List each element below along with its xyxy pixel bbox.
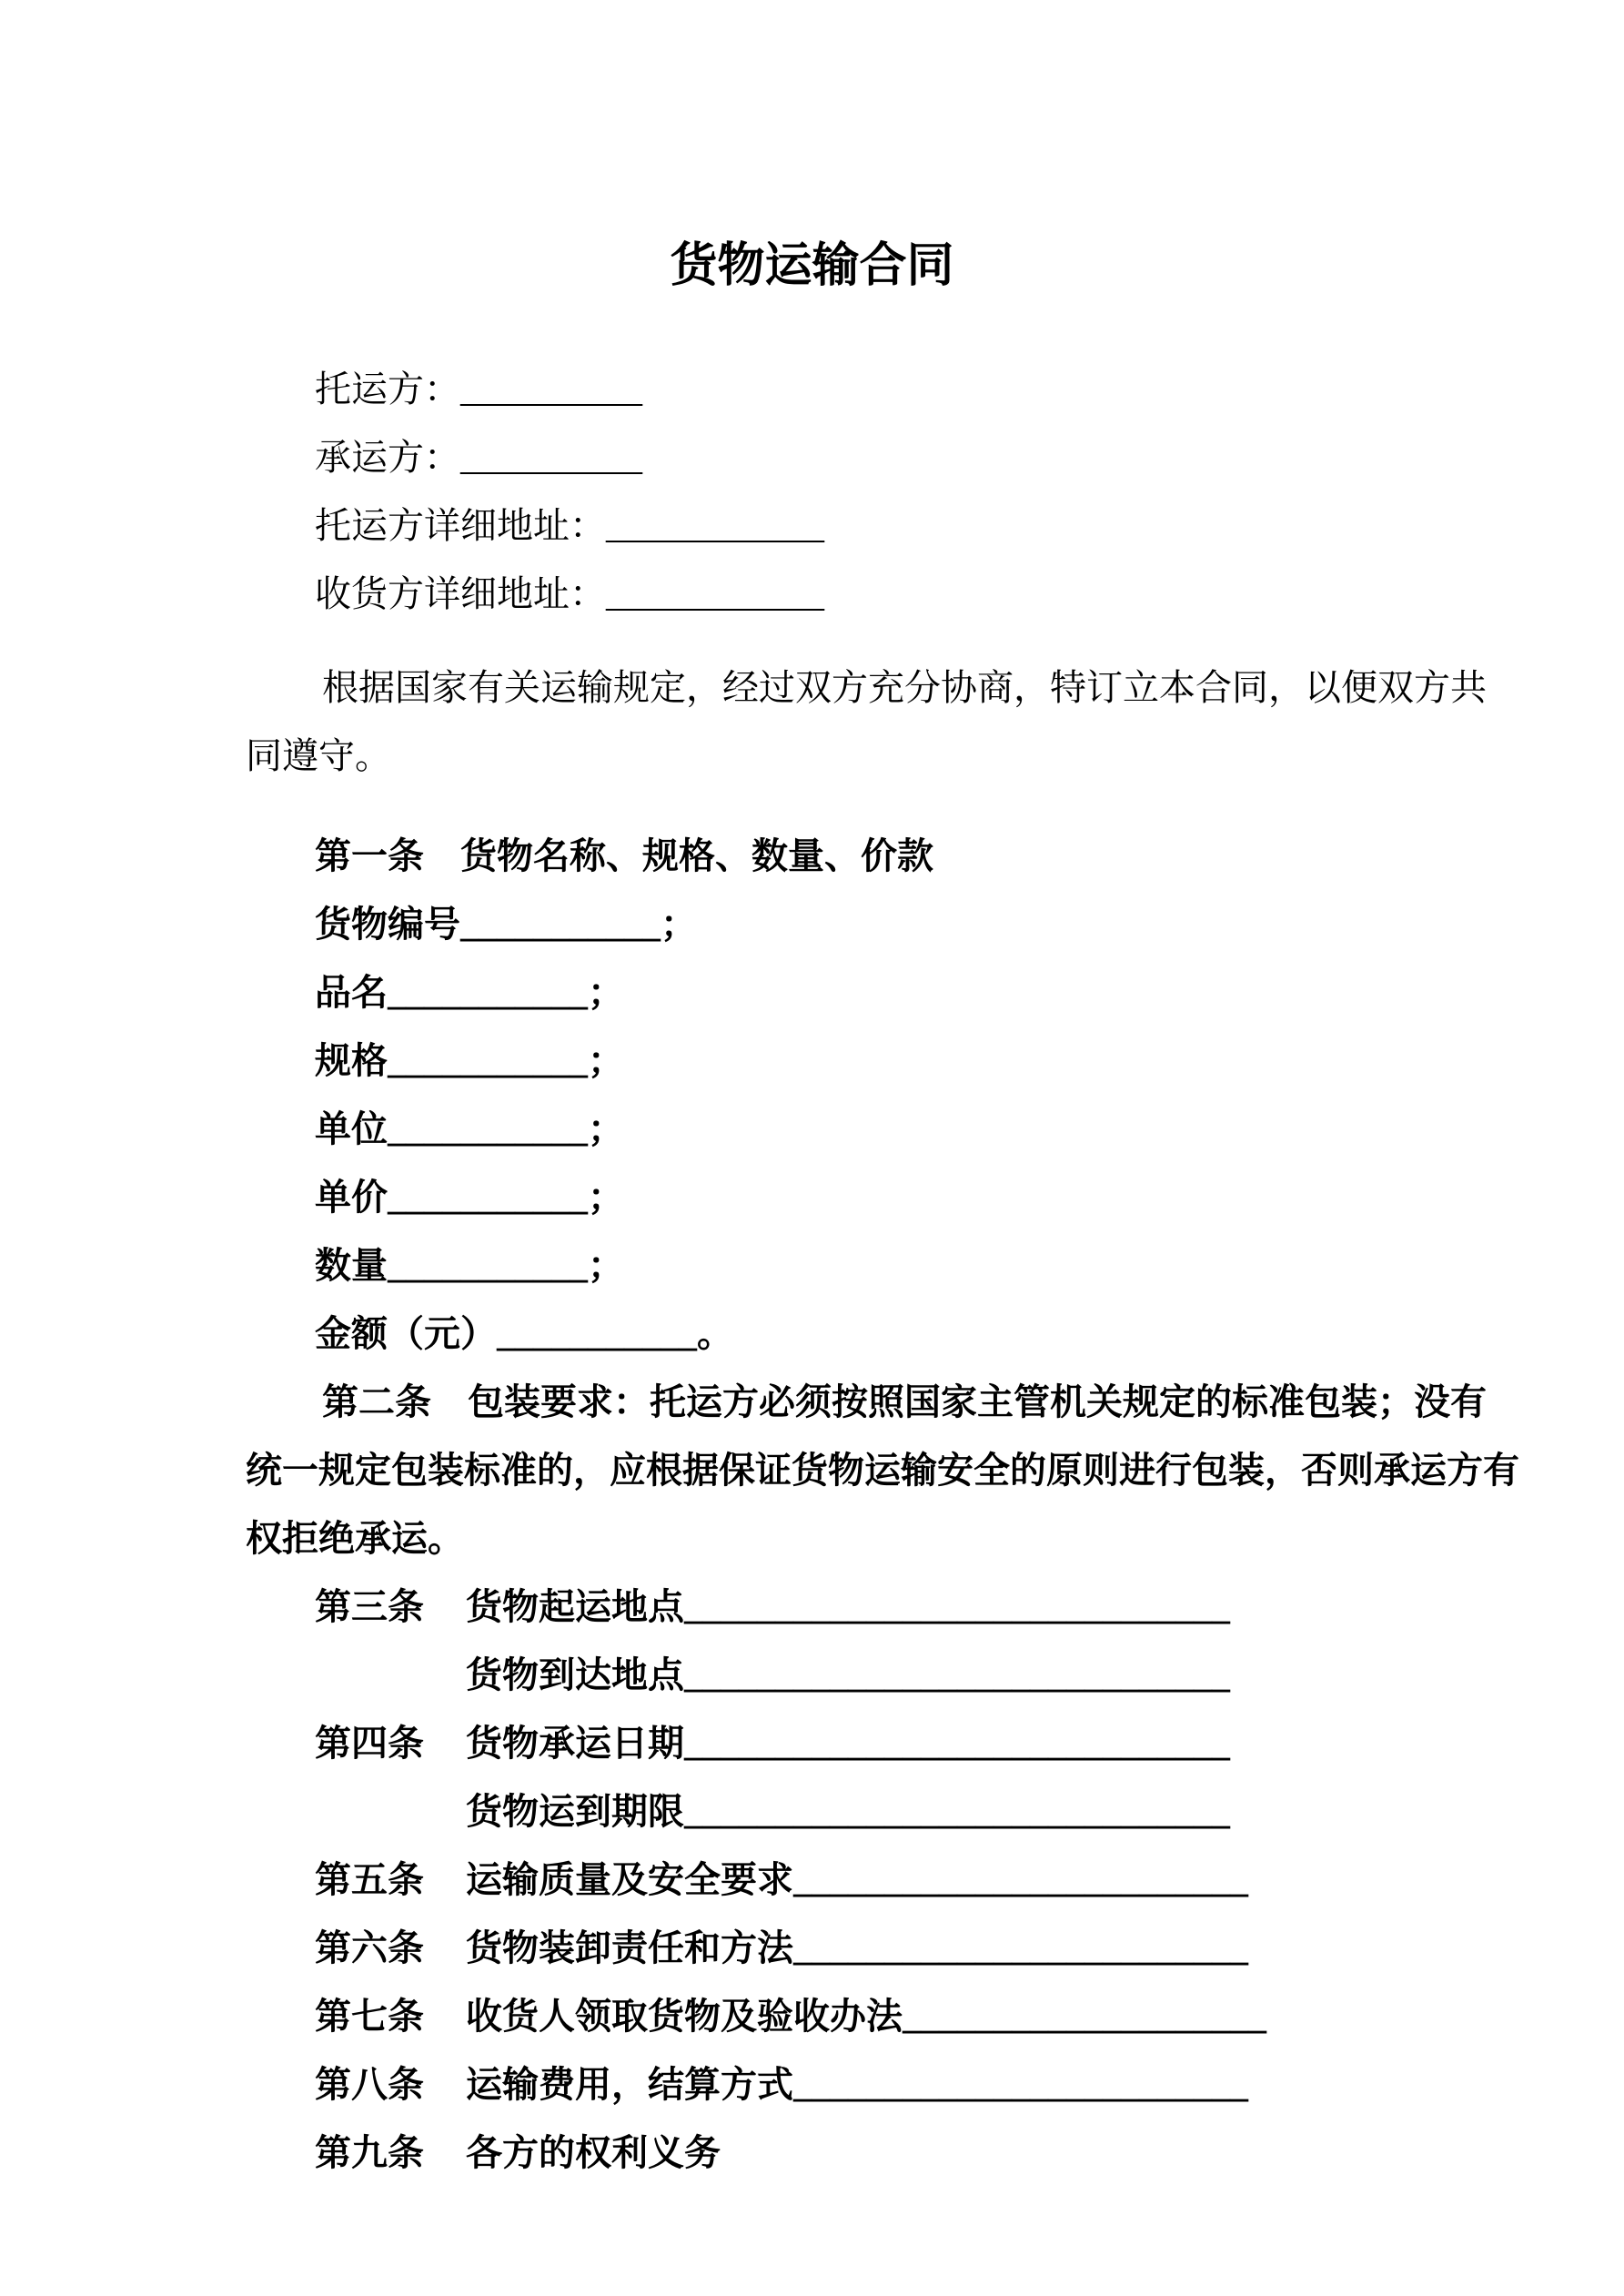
article9-number: 第九条 <box>315 2132 424 2173</box>
article7-number: 第七条 <box>315 1996 424 2037</box>
shipper-address-line: 托运方详细地址：____________ <box>315 505 824 546</box>
article6-loading-row <box>246 1914 1519 1982</box>
fees-settlement-blank-line: 运输费用，结算方式_________________________ <box>466 2064 1248 2105</box>
article3-number: 第三条 <box>315 1586 424 1627</box>
article6-number: 第六条 <box>315 1927 424 1968</box>
article3-continuation-spacer <box>315 1641 429 1709</box>
rights-obligations-line: 各方的权利义务 <box>466 2132 721 2173</box>
quality-safety-blank-line: 运输质量及安全要求_________________________ <box>466 1859 1248 1900</box>
article2-paragraph <box>246 1368 1519 1573</box>
goods-number-line: 货物编号___________； <box>315 904 697 945</box>
article1-number: 第一条 <box>315 835 424 876</box>
carriage-date-blank-line: 货物承运日期______________________________ <box>466 1723 1230 1764</box>
document-body <box>246 355 1519 2187</box>
shipper-line: 托运方：__________ <box>315 369 642 410</box>
article1-title: 货物名称、规格、数量、价款 <box>460 835 933 876</box>
loading-method-blank-line: 货物装卸责任和方法_________________________ <box>466 1927 1248 1968</box>
article2-text: 包装要求：托运方必须按照国家主管机关规定的标准包装；没有统一规定包装标准的，应根据保证货物运输安全的原则进行包装，否则承运方有权拒绝承运。 <box>246 1381 1519 1559</box>
unit-price-line: 单价___________； <box>315 1177 624 1218</box>
article4-deadline-row <box>246 1777 1519 1846</box>
article9-rights-row <box>246 2119 1519 2187</box>
article3-origin-row <box>246 1573 1519 1641</box>
article5-quality-row <box>246 1846 1519 1914</box>
spec-line: 规格___________； <box>315 1040 624 1081</box>
preamble-paragraph: 根据国家有关运输规定，经过双方充分协商，特订立本合同，以便双方共同遵守。 <box>246 667 1487 776</box>
arrival-deadline-blank-line: 货物运到期限______________________________ <box>466 1791 1230 1832</box>
article4-date-row <box>246 1709 1519 1777</box>
article3-destination-row <box>246 1641 1519 1709</box>
unit-line: 单位___________； <box>315 1108 624 1149</box>
page-title: 货物运输合同 <box>670 239 954 292</box>
article2-number: 第二条 <box>322 1381 431 1422</box>
article1-heading <box>246 822 1519 890</box>
origin-blank-line: 货物起运地点______________________________ <box>466 1586 1230 1627</box>
consignee-address-line: 收货方详细地址：____________ <box>315 573 824 614</box>
article7-receipt-row <box>246 1982 1519 2050</box>
destination-blank-line: 货物到达地点______________________________ <box>466 1654 1230 1695</box>
article4-number: 第四条 <box>315 1723 424 1764</box>
article8-number: 第八条 <box>315 2064 424 2105</box>
article4-continuation-spacer <box>315 1777 429 1846</box>
article8-fees-row <box>246 2050 1519 2119</box>
quantity-line: 数量___________； <box>315 1245 624 1286</box>
amount-line: 金额（元）___________。 <box>315 1313 733 1354</box>
article5-number: 第五条 <box>315 1859 424 1900</box>
carrier-line: 承运方：__________ <box>315 437 642 478</box>
receipt-inspection-blank-line: 收货人领取货物及验收办法____________________ <box>466 1996 1266 2037</box>
product-name-line: 品名___________； <box>315 972 624 1013</box>
